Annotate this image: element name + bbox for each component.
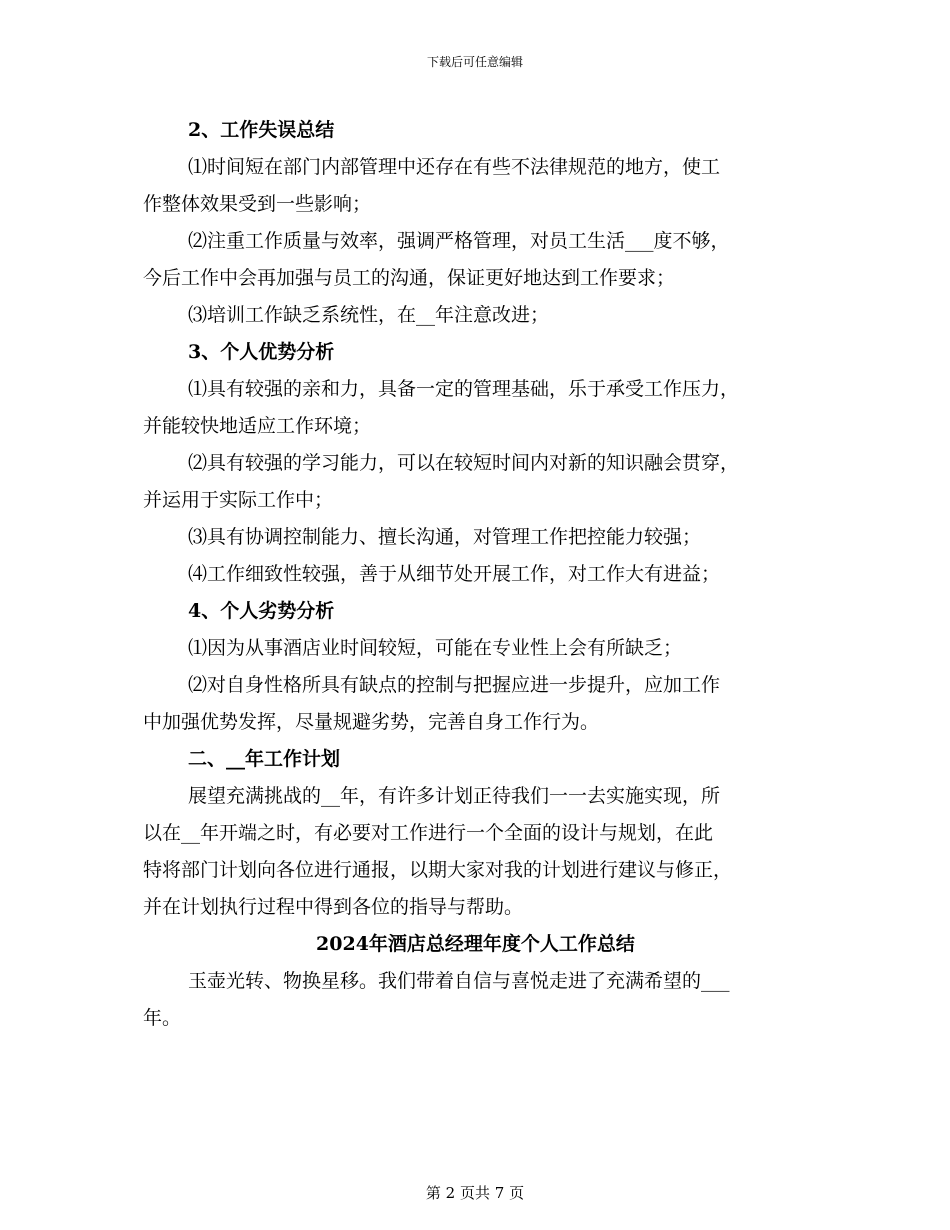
paragraph-line: 并运用于实际工作中； <box>143 489 334 511</box>
paragraph-line: 并在计划执行过程中得到各位的指导与帮助。 <box>143 896 524 918</box>
paragraph-line: 今后工作中会再加强与员工的沟通，保证更好地达到工作要求； <box>143 267 676 289</box>
paragraph-line: 年。 <box>143 1007 182 1029</box>
document-body <box>143 112 808 1037</box>
paragraph-line: ⑵对自身性格所具有缺点的控制与把握应进一步提升，应加工作 <box>188 674 721 696</box>
paragraph-line: ⑵注重工作质量与效率，强调严格管理，对员工生活___度不够， <box>188 230 730 252</box>
paragraph-line: 玉壶光转、物换星移。我们带着自信与喜悦走进了充满希望的___ <box>188 970 730 992</box>
section-heading-strengths: 3、个人优势分析 <box>188 341 335 363</box>
paragraph-line: 作整体效果受到一些影响； <box>143 193 372 215</box>
paragraph-line: ⑶培训工作缺乏系统性，在__年注意改进； <box>188 304 550 326</box>
paragraph-line: ⑵具有较强的学习能力，可以在较短时间内对新的知识融会贯穿， <box>188 452 740 474</box>
page-header: 下载后可任意编辑 <box>426 55 523 69</box>
paragraph-line: 展望充满挑战的__年，有许多计划正待我们一一去实施实现，所 <box>188 785 721 807</box>
section-heading-work-mistakes: 2、工作失误总结 <box>188 119 335 141</box>
paragraph-line: ⑴时间短在部门内部管理中还存在有些不法律规范的地方，使工 <box>188 156 721 178</box>
page-footer: 第 2 页共 7 页 <box>425 1184 525 1202</box>
paragraph-line: 以在__年开端之时，有必要对工作进行一个全面的设计与规划，在此 <box>143 822 714 844</box>
paragraph-line: ⑷工作细致性较强，善于从细节处开展工作，对工作大有进益； <box>188 563 721 585</box>
section-heading-work-plan: 二、__年工作计划 <box>188 748 341 770</box>
paragraph-line: 特将部门计划向各位进行通报，以期大家对我的计划进行建议与修正， <box>143 859 733 881</box>
paragraph-line: ⑴具有较强的亲和力，具备一定的管理基础，乐于承受工作压力， <box>188 378 740 400</box>
document-title: 2024年酒店总经理年度个人工作总结 <box>316 933 635 955</box>
paragraph-line: ⑶具有协调控制能力、擅长沟通，对管理工作把控能力较强； <box>188 526 702 548</box>
paragraph-line: ⑴因为从事酒店业时间较短，可能在专业性上会有所缺乏； <box>188 637 683 659</box>
paragraph-line: 并能较快地适应工作环境； <box>143 415 372 437</box>
section-heading-weaknesses: 4、个人劣势分析 <box>188 600 335 622</box>
paragraph-line: 中加强优势发挥，尽量规避劣势，完善自身工作行为。 <box>143 711 600 733</box>
